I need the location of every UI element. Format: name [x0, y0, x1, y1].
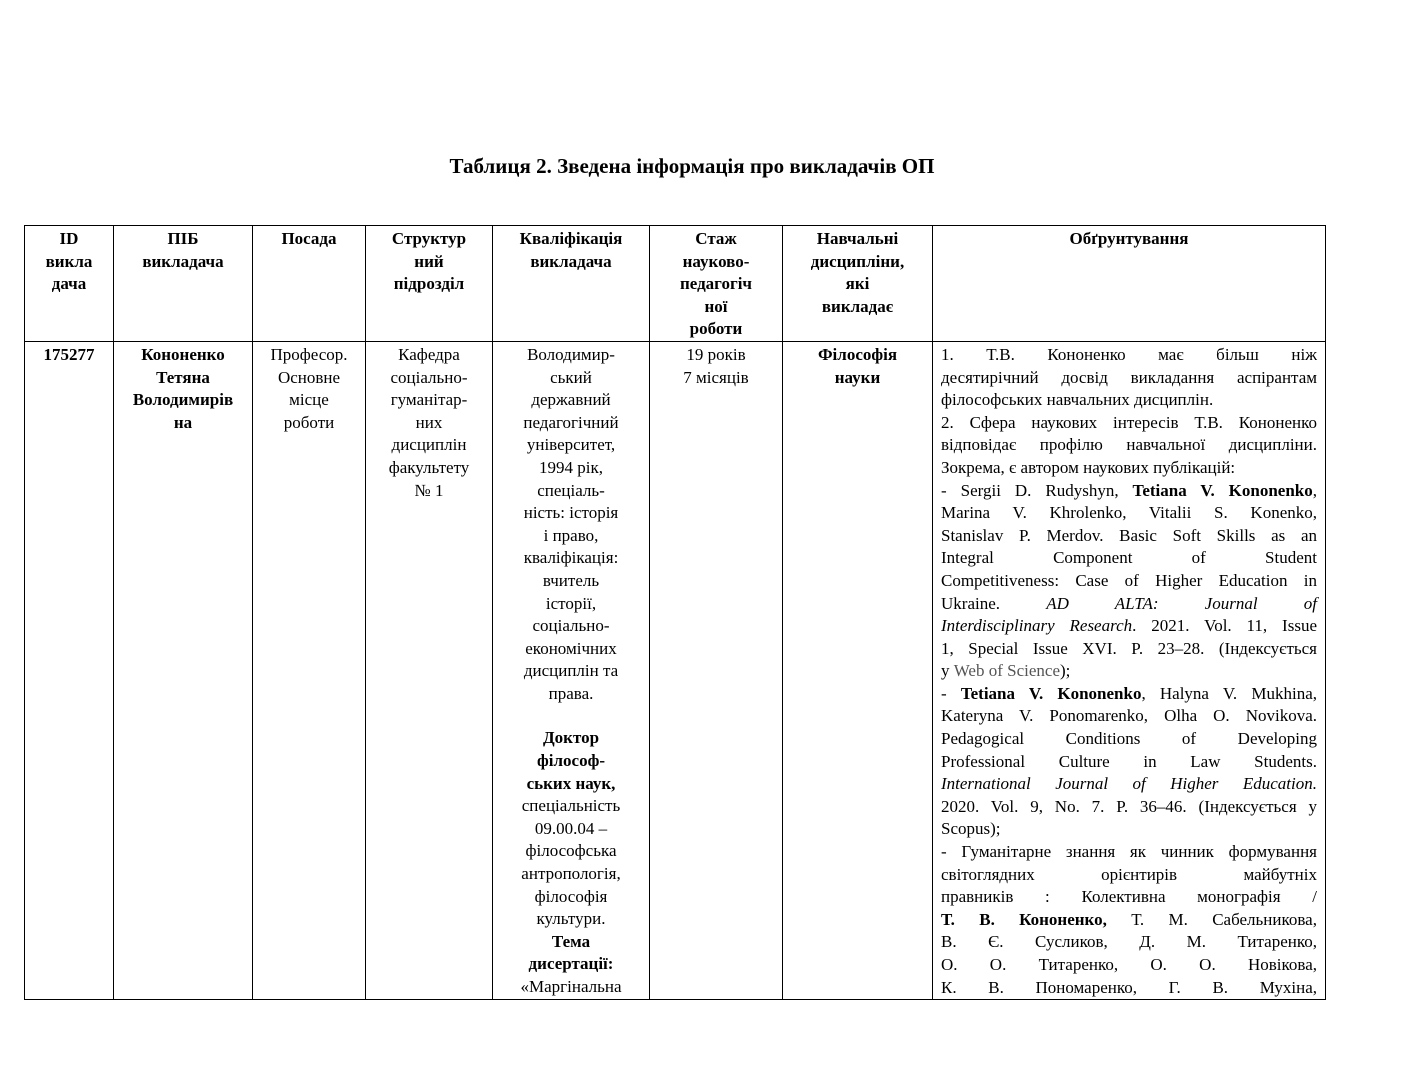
cell-id: 175277 — [25, 341, 114, 999]
cell-struct: Кафедра соціально- гуманітар- них дисциплін факультету № 1 — [366, 341, 493, 999]
publication-1: - Sergii D. Rudyshyn, Tetiana V. Kononenko, — [941, 480, 1317, 500]
cell-kval: Володимир- ський державний педагогічний університет, 1994 рік, спеціаль- ність: історія і право, кваліфікація: вчитель історії, соціально- економічних дисциплін та права. Доктор філософ- ських наук, спеціальність 09.00.04 – філософська антропологія, філософія культури. Тема дисертації: «Маргінальна — [493, 341, 650, 999]
page-title: Таблиця 2. Зведена інформація про викладачів ОП — [449, 154, 935, 178]
cell-pib: Кононенко Тетяна Володимирів на — [114, 341, 253, 999]
header-navch: Навчальні дисципліни, які викладає — [783, 226, 933, 342]
header-posada: Посада — [253, 226, 366, 342]
header-struct: Структур ний підрозділ — [366, 226, 493, 342]
header-obgr: Обґрунтування — [933, 226, 1326, 342]
header-stazh: Стаж науково- педагогіч ної роботи — [650, 226, 783, 342]
cell-obgr: 1. Т.В. Кононенко має більш ніж десятирічний досвід викладання аспірантам філософських навчальних дисциплін. 2. Сфера наукових інтересів Т.В. Кононенко відповідає профілю навчальної дисципліни. Зокрема, є автором наукових публікацій: - Sergii D. Rudyshyn, Tetiana V. Kononenko, Marina V. Khrolenko, Vitalii S. Konenko, Stanislav P. Merdov. Basic Soft Skills as an Integral Component of Student Competitiveness: Case of Higher Education in Ukraine. AD ALTA: Journal of Interdisciplinary Research. 2021. Vol. 11, Issue 1, Special Issue XVI. P. 23–28. (Індексується у Web of Science); - Tetiana V. Kononenko, Halyna V. Mukhina, Kateryna V. Ponomarenko, Olha O. Novikova. Pedagogical Conditions of Developing Professional Culture in Law Students. International Journal of Higher Education. 2020. Vol. 9, No. 7. P. 36–46. (Індексується у Scopus); - Гуманітарне знання як чинник формування світоглядних орієнтирів майбутніх правників : Колективна монографія / Т. В. Кононенко, Т. М. Сабельникова, В. Є. Сусликов, Д. М. Титаренко, О. О. Титаренко, О. О. Новікова, К. В. Пономаренко, Г. В. Мухіна, — [933, 341, 1326, 999]
header-pib: ПІБ викладача — [114, 226, 253, 342]
header-id: ID викла дача — [25, 226, 114, 342]
publication-2: - Tetiana V. Kononenko, Halyna V. Mukhina, — [941, 683, 1317, 703]
cell-navch: Філософія науки — [783, 341, 933, 999]
cell-posada: Професор. Основне місце роботи — [253, 341, 366, 999]
table-row — [25, 341, 1326, 999]
header-kval: Кваліфікація викладача — [493, 226, 650, 342]
table-header-row — [25, 226, 1326, 342]
teachers-table — [24, 225, 1326, 1000]
publication-3: - Гуманітарне знання як чинник формування — [941, 842, 1317, 862]
cell-stazh: 19 років 7 місяців — [650, 341, 783, 999]
